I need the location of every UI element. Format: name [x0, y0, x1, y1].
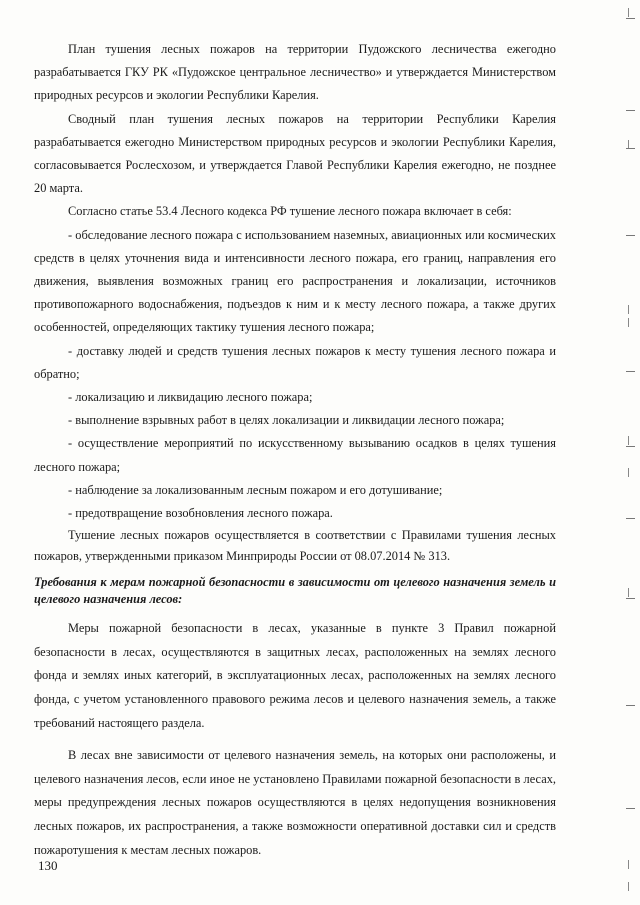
section-heading: Требования к мерам пожарной безопасности в зависимости от целевого назначения земель и целевого назначения лесов: [34, 575, 556, 607]
list-item: - доставку людей и средств тушения лесных пожаров к месту тушения лесного пожара и обратно; [34, 343, 556, 381]
list-item: - обследование лесного пожара с использованием наземных, авиационных или космических средств в целях уточнения вида и интенсивности лесного пожара, его границ, направления его движения, выявления возможных границ его распространения и локализации, источников противопожарного водоснабжения, подъездов к ним и к месту лесного пожара, а также других особенностей, определяющих тактику тушения лесного пожара; [34, 227, 556, 335]
paragraph-plan-pudozh: План тушения лесных пожаров на территории Пудожского лесничества ежегодно разрабатывается ГКУ РК «Пудожское центральное лесничество» и утверждается Министерством природных ресурсов и экологии Республики Карелия. [34, 42, 556, 103]
list-item: - выполнение взрывных работ в целях локализации и ликвидации лесного пожара; [68, 413, 505, 428]
paragraph-article-53-4: Согласно статье 53.4 Лесного кодекса РФ тушение лесного пожара включает в себя: [68, 204, 512, 219]
document-body [34, 38, 556, 862]
list-item: - предотвращение возобновления лесного пожара. [68, 506, 333, 521]
paragraph-consolidated-plan: Сводный план тушения лесных пожаров на территории Республики Карелия разрабатывается ежегодно Министерством природных ресурсов и экологии Республики Карелия, согласовывается Рослесхозом, и утверждается Главой Республики Карелия ежегодно, не позднее 20 марта. [34, 111, 556, 196]
list-item: - локализацию и ликвидацию лесного пожара; [68, 390, 313, 405]
scan-edge-marks [622, 0, 640, 905]
paragraph-fire-safety-measures: Меры пожарной безопасности в лесах, указанные в пункте 3 Правил пожарной безопасности в лесах, осуществляются в защитных лесах, расположенных на землях лесного фонда и землях иных категорий, в эксплуатационных лесах, расположенных на землях лесного фонда, с учетом установленного правового режима лесов и целевого назначения земель, а также требований настоящего раздела. [34, 621, 556, 730]
paragraph-firefighting-rules: Тушение лесных пожаров осуществляется в соответствии с Правилами тушения лесных пожаров, утвержденными приказом Минприроды России от 08.07.2014 № 313. [34, 528, 556, 563]
page-number: 130 [38, 858, 58, 873]
paragraph-prevention-measures: В лесах вне зависимости от целевого назначения земель, на которых они расположены, и целевого назначения лесов, если иное не установлено Правилами пожарной безопасности в лесах, меры предупреждения лесных пожаров осуществляются в целях недопущения возникновения лесных пожаров, их распространения, а также возможности оперативной доставки сил и средств пожаротушения к местам лесных пожаров. [34, 748, 556, 857]
list-item: - наблюдение за локализованным лесным пожаром и его дотушивание; [68, 482, 443, 497]
list-item: - осуществление мероприятий по искусственному вызыванию осадков в целях тушения лесного пожара; [34, 436, 556, 474]
